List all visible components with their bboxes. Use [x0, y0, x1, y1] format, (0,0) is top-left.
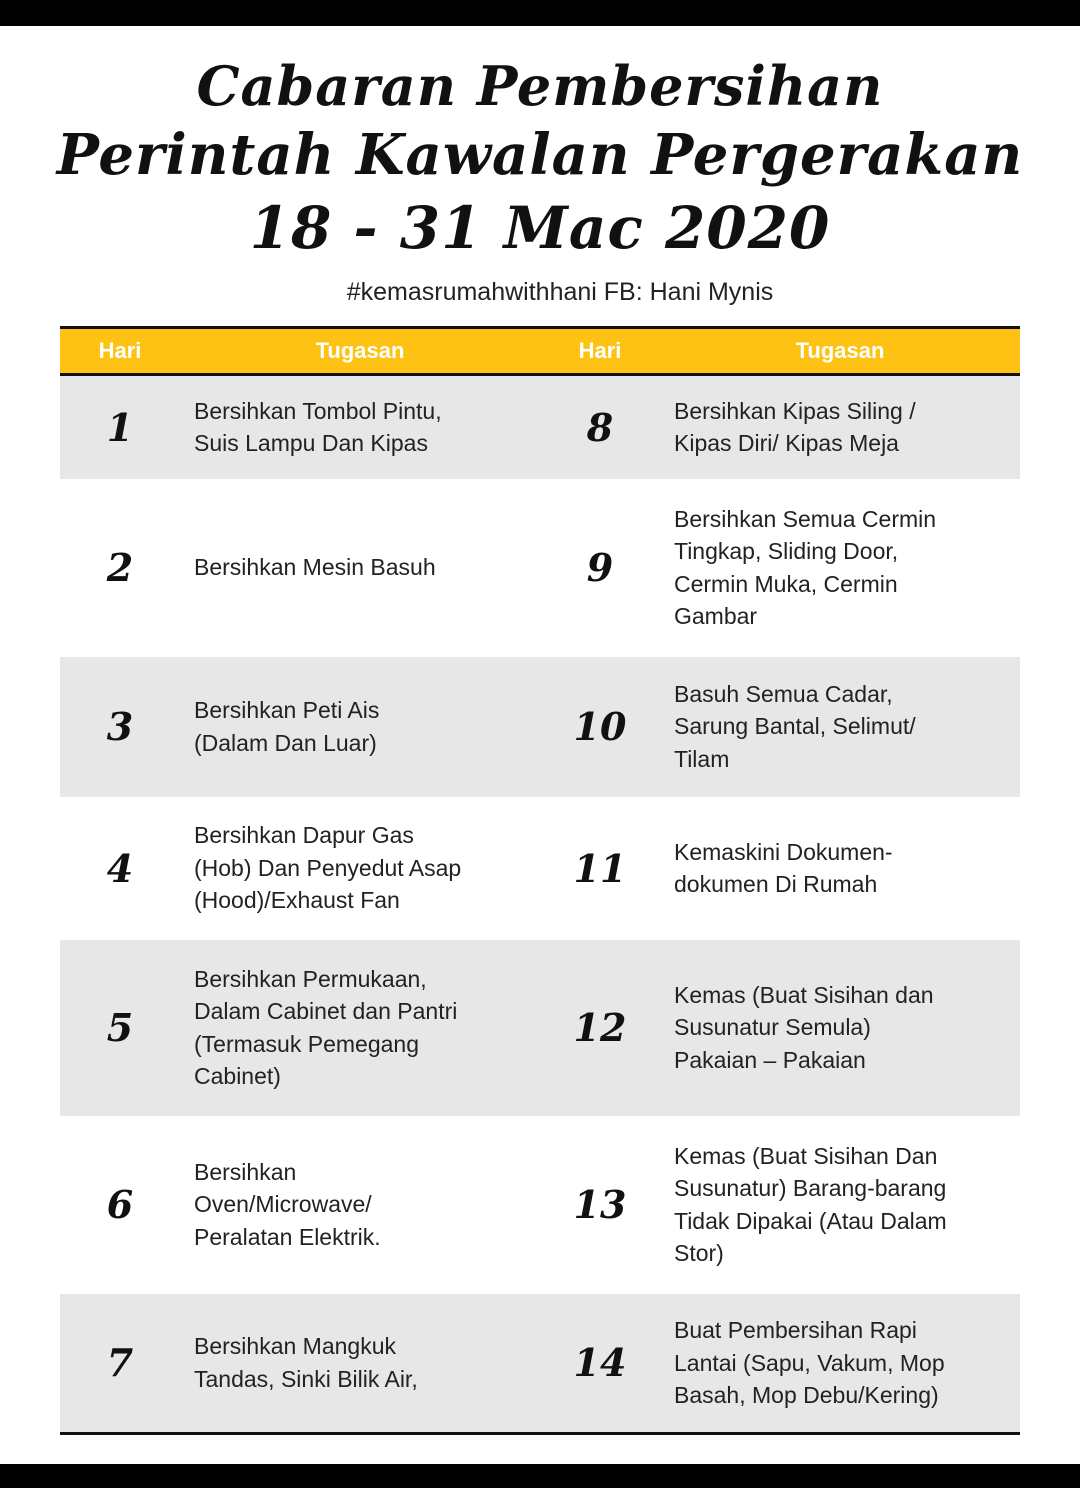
day-number: 13: [573, 1182, 627, 1227]
day-number: 11: [573, 845, 627, 891]
table-row: [60, 940, 1020, 1116]
table-row: [60, 797, 1020, 940]
header-hari-left: Hari: [60, 328, 180, 375]
day-number: 6: [106, 1182, 134, 1227]
table-row: [60, 1116, 1020, 1294]
title-line-1: Cabaran Pembersihan: [196, 54, 884, 118]
task-text: Bersihkan Mesin Basuh: [194, 554, 436, 581]
day-number: 4: [106, 845, 134, 891]
task-text: Bersihkan Permukaan, Dalam Cabinet dan Pantri (Termasuk Pemegang Cabinet): [180, 940, 540, 1116]
task-text: Bersihkan Peti Ais (Dalam Dan Luar): [180, 657, 540, 797]
task-text: Buat Pembersihan Rapi Lantai (Sapu, Vakum, Mop Basah, Mop Debu/Kering): [660, 1294, 1020, 1434]
document-page: [0, 26, 1080, 1464]
table-row: [60, 479, 1020, 657]
day-number: 1: [60, 375, 180, 479]
day-number: 8: [540, 375, 660, 479]
table-header-row: [60, 328, 1020, 375]
task-text: Bersihkan Semua Cermin Tingkap, Sliding Door, Cermin Muka, Cermin Gambar: [674, 505, 937, 629]
task-table: [60, 326, 1020, 1435]
task-text: Bersihkan Oven/Microwave/ Peralatan Elektrik.: [194, 1158, 381, 1250]
table-row: [60, 375, 1020, 479]
table-row: [60, 657, 1020, 797]
day-number: 10: [540, 657, 660, 797]
task-text: Kemas (Buat Sisihan Dan Susunatur) Barang-barang Tidak Dipakai (Atau Dalam Stor): [674, 1142, 947, 1266]
task-text: Bersihkan Kipas Siling / Kipas Diri/ Kipas Meja: [660, 375, 1020, 479]
task-text: Bersihkan Tombol Pintu, Suis Lampu Dan Kipas: [180, 375, 540, 479]
table-row: [60, 1294, 1020, 1434]
header-tugasan-right: Tugasan: [660, 328, 1020, 375]
day-number: 5: [60, 940, 180, 1116]
title-line-2: Perintah Kawalan Pergerakan: [56, 122, 1024, 188]
subtitle-hashtag: #kemasrumahwithhani FB: Hani Mynis: [346, 278, 774, 306]
header-tugasan-left: Tugasan: [180, 328, 540, 375]
task-text: Bersihkan Mangkuk Tandas, Sinki Bilik Air,: [180, 1294, 540, 1434]
task-text: Kemas (Buat Sisihan dan Susunatur Semula) Pakaian – Pakaian: [660, 940, 1020, 1116]
day-number: 14: [540, 1294, 660, 1434]
task-text: Bersihkan Dapur Gas (Hob) Dan Penyedut Asap (Hood)/Exhaust Fan: [194, 822, 462, 914]
title-line-3: 18 - 31 Mac 2020: [249, 194, 831, 262]
day-number: 3: [60, 657, 180, 797]
day-number: 7: [60, 1294, 180, 1434]
day-number: 9: [586, 545, 614, 590]
header-hari-right: Hari: [540, 328, 660, 375]
task-text: Basuh Semua Cadar, Sarung Bantal, Selimut/ Tilam: [660, 657, 1020, 797]
day-number: 12: [540, 940, 660, 1116]
task-text: Kemaskini Dokumen- dokumen Di Rumah: [674, 838, 893, 897]
day-number: 2: [106, 545, 134, 590]
